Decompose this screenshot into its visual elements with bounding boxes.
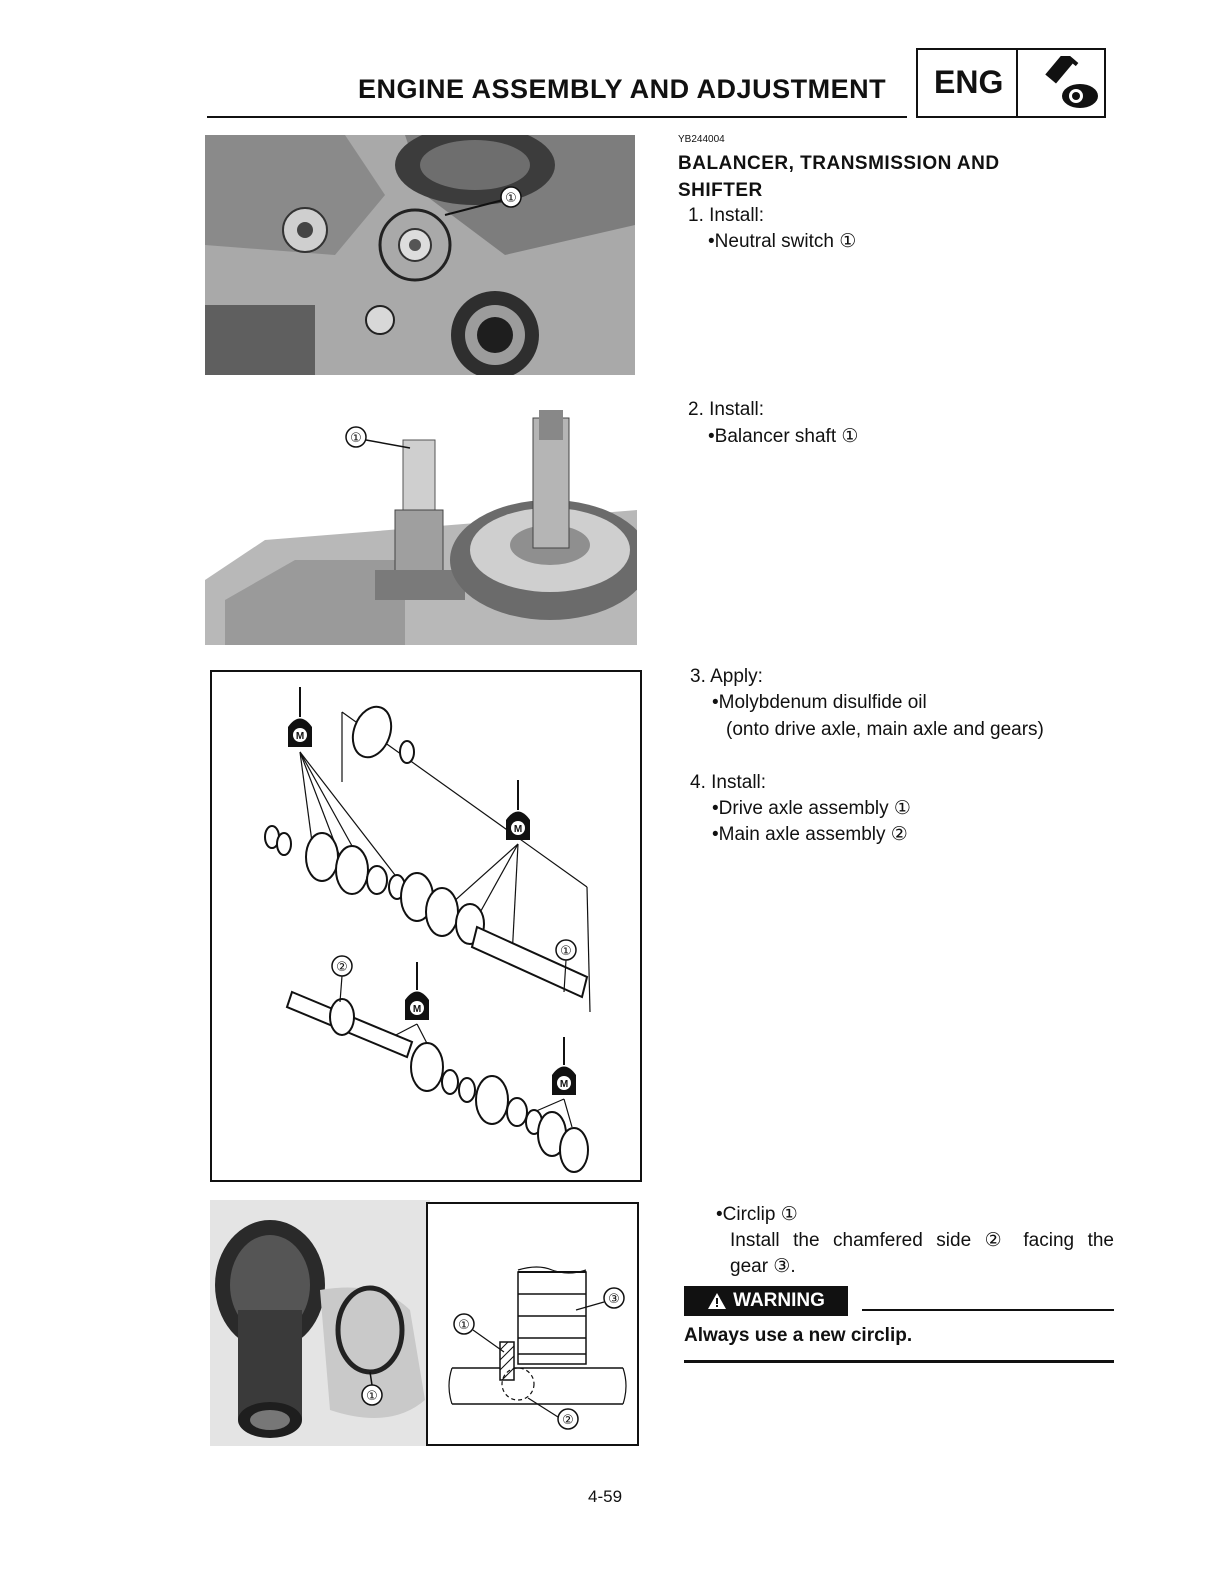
neutral-switch-photo bbox=[205, 135, 635, 375]
oil-marker-3 bbox=[405, 962, 429, 1020]
callout-1-balancer: ① bbox=[350, 430, 362, 445]
section-code: YB244004 bbox=[678, 134, 725, 145]
circlip-note-line1: Install the chamfered side ② facing the bbox=[730, 1230, 1114, 1251]
circlip-item: •Circlip ① bbox=[716, 1204, 798, 1225]
warning-triangle-icon bbox=[707, 1292, 727, 1310]
step-3-label: 3. Apply: bbox=[690, 666, 763, 687]
page-title: ENGINE ASSEMBLY AND ADJUSTMENT bbox=[358, 74, 887, 104]
step-3-item: •Molybdenum disulfide oil bbox=[712, 692, 927, 713]
warning-rule bbox=[862, 1309, 1114, 1311]
circlip-section-diagram bbox=[426, 1202, 639, 1446]
oil-marker-1 bbox=[288, 687, 312, 747]
step-3-note: (onto drive axle, main axle and gears) bbox=[726, 719, 1044, 740]
step-2-item: •Balancer shaft ① bbox=[708, 426, 859, 447]
callout-2-section: ② bbox=[562, 1412, 574, 1427]
oil-mark-4-label: M bbox=[559, 1079, 569, 1090]
callout-1-section: ① bbox=[458, 1317, 470, 1332]
step-4-item-1: •Drive axle assembly ① bbox=[712, 798, 911, 819]
callout-1: ① bbox=[505, 190, 517, 205]
section-title bbox=[678, 150, 1000, 204]
balancer-shaft-photo bbox=[205, 400, 637, 645]
callout-2-main-axle: ② bbox=[336, 959, 348, 974]
step-1-label: 1. Install: bbox=[688, 205, 765, 226]
step-1-item: •Neutral switch ① bbox=[708, 231, 857, 252]
engine-icon bbox=[1030, 56, 1102, 112]
oil-mark-3-label: M bbox=[412, 1004, 422, 1015]
oil-mark-1-label: M bbox=[295, 731, 305, 742]
step-4-item-2: •Main axle assembly ② bbox=[712, 824, 908, 845]
page-number: 4-59 bbox=[588, 1487, 623, 1506]
warning-badge bbox=[684, 1286, 848, 1316]
section-title-line2: SHIFTER bbox=[678, 180, 763, 201]
warning-text: Always use a new circlip. bbox=[684, 1325, 913, 1346]
chapter-badge-label: ENG bbox=[934, 64, 1004, 100]
oil-marker-4 bbox=[552, 1037, 576, 1095]
callout-3-section: ③ bbox=[608, 1291, 620, 1306]
section-title-line1: BALANCER, TRANSMISSION AND bbox=[678, 153, 1000, 174]
step-4-label: 4. Install: bbox=[690, 772, 767, 793]
step-2-label: 2. Install: bbox=[688, 399, 765, 420]
circlip-photo bbox=[210, 1200, 430, 1446]
oil-mark-2-label: M bbox=[513, 824, 523, 835]
warning-label: WARNING bbox=[733, 1290, 825, 1311]
chapter-badge-divider bbox=[1016, 48, 1018, 118]
circlip-note-line2: gear ③. bbox=[730, 1256, 796, 1277]
callout-1-circlip-photo: ① bbox=[366, 1388, 378, 1403]
callout-1-drive-axle: ① bbox=[560, 943, 572, 958]
header-rule bbox=[207, 116, 907, 118]
warning-bottom-rule bbox=[684, 1360, 1114, 1363]
transmission-diagram bbox=[210, 670, 642, 1182]
